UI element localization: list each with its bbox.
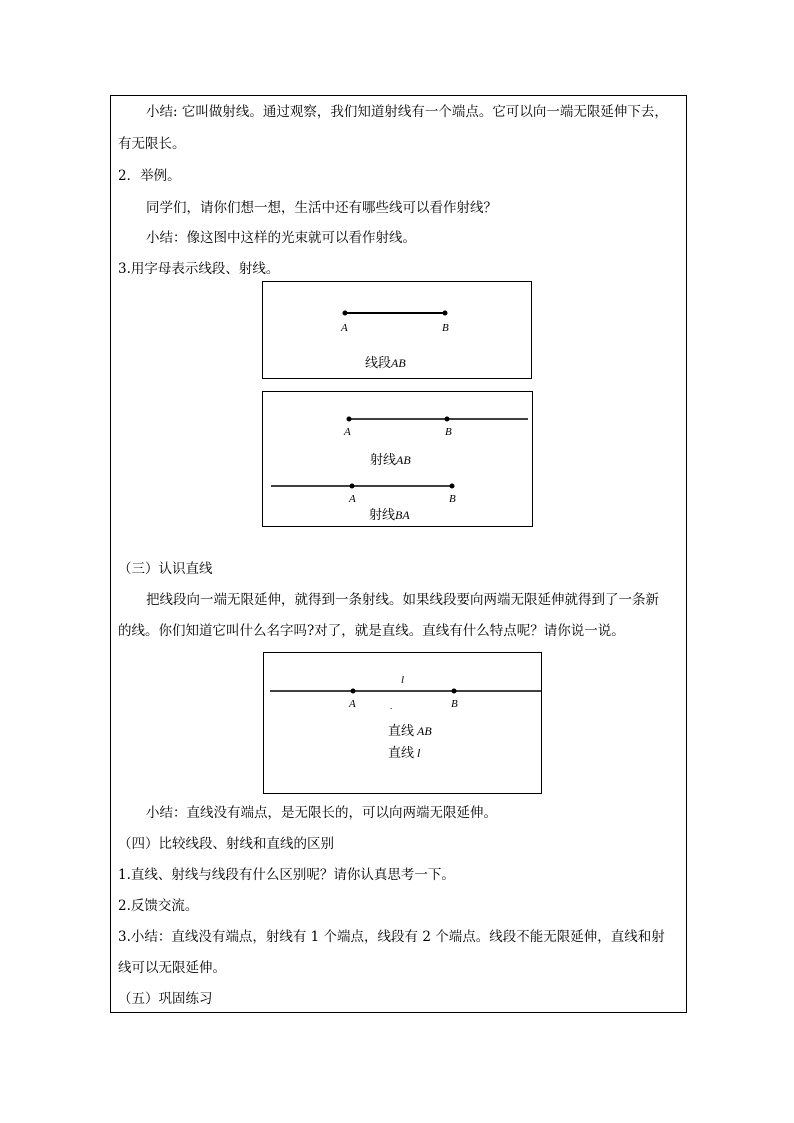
rays-figure <box>262 391 533 527</box>
line-label-a: A <box>349 698 356 710</box>
line-stray-dot: . <box>390 701 393 711</box>
compare-question: 1.直线、射线与线段有什么区别呢？请你认真思考一下。 <box>118 867 455 883</box>
feedback-item: 2.反馈交流。 <box>118 898 199 914</box>
line-summary: 小结：直线没有端点，是无限长的，可以向两端无限延伸。 <box>146 805 497 821</box>
segment-figure <box>262 281 532 379</box>
straight-line-figure <box>263 652 542 794</box>
line-caption-ab: 直线 AB <box>388 723 432 738</box>
line-point-a <box>351 689 356 694</box>
ray-ba-label-b: B <box>449 493 456 505</box>
segment-caption: 线段AB <box>365 355 406 370</box>
segment-point-a <box>343 311 348 316</box>
rays-diagram <box>263 392 532 526</box>
line-point-b <box>452 689 457 694</box>
example-question: 同学们，请你们想一想，生活中还有哪些线可以看作射线？ <box>146 200 497 216</box>
line-intro-line2: 的线。你们知道它叫什么名字吗?对了，就是直线。直线有什么特点呢？请你说一说。 <box>118 623 625 639</box>
line-label-l: l <box>401 674 405 686</box>
summary-ray-line2: 有无限长。 <box>118 136 186 152</box>
ray-ba-caption: 射线BA <box>369 507 410 522</box>
summary-ray-line1: 小结: 它叫做射线。通过观察，我们知道射线有一个端点。它可以向一端无限延伸下去， <box>146 104 668 120</box>
line-caption-l: 直线 l <box>388 745 421 760</box>
ray-ab-label-a: A <box>344 426 351 438</box>
example-heading: 2．举例。 <box>118 168 181 184</box>
section-5-heading: （五）巩固练习 <box>118 991 213 1007</box>
ray-ba-point-a <box>350 484 355 489</box>
ray-ba-point-b <box>450 484 455 489</box>
ray-ab-caption: 射线AB <box>370 452 411 467</box>
compare-summary-line1: 3.小结：直线没有端点，射线有 1 个端点，线段有 2 个端点。线段不能无限延伸，直线和射 <box>118 929 665 945</box>
segment-label-b: B <box>442 322 449 334</box>
ray-ab-point-a <box>347 417 352 422</box>
ray-ba-label-a: A <box>349 493 356 505</box>
compare-summary-line2: 线可以无限延伸。 <box>118 960 226 976</box>
ray-ab-point-b <box>445 417 450 422</box>
section-3-heading: （三）认识直线 <box>118 561 213 577</box>
ray-ab-label-b: B <box>445 426 452 438</box>
segment-diagram <box>263 282 531 378</box>
section-4-heading: （四）比较线段、射线和直线的区别 <box>118 836 334 852</box>
straight-line-diagram <box>264 653 541 793</box>
segment-point-b <box>443 311 448 316</box>
line-intro-line1: 把线段向一端无限延伸，就得到一条射线。如果线段要向两端无限延伸就得到了一条新 <box>146 592 659 608</box>
letters-heading: 3.用字母表示线段、射线。 <box>118 261 280 277</box>
example-summary: 小结：像这图中这样的光束就可以看作射线。 <box>146 230 416 246</box>
segment-label-a: A <box>341 322 348 334</box>
line-label-b: B <box>451 698 458 710</box>
